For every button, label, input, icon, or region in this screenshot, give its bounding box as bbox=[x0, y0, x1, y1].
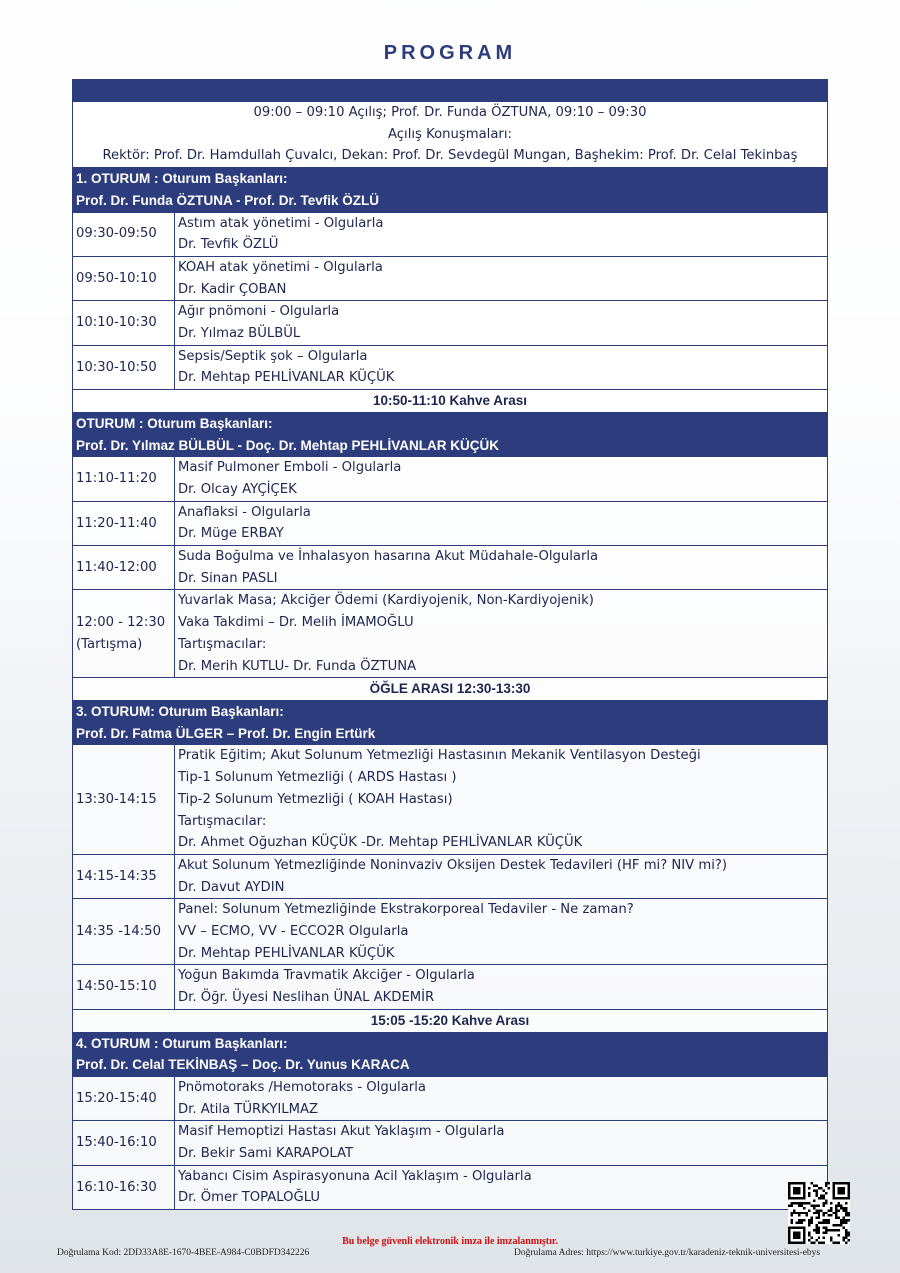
table-row bbox=[73, 501, 828, 545]
page-title: PROGRAM bbox=[383, 42, 517, 64]
content-cell bbox=[175, 965, 828, 1009]
table-row bbox=[73, 854, 828, 898]
content-line: Pnömotoraks /Hemotoraks - Olgularla bbox=[178, 1079, 426, 1095]
session-header-line: 3. OTURUM: Oturum Başkanları: bbox=[76, 703, 284, 719]
session-header-row bbox=[73, 412, 828, 456]
session-header-line: Prof. Dr. Celal TEKİNBAŞ – Doç. Dr. Yunus KARACA bbox=[76, 1057, 410, 1073]
content-line: Dr. Kadir ÇOBAN bbox=[178, 281, 287, 297]
time-cell bbox=[73, 899, 175, 965]
table-row bbox=[73, 457, 828, 501]
content-line: Suda Boğulma ve İnhalasyon hasarına Akut Müdahale-Olgularla bbox=[178, 549, 599, 565]
content-cell bbox=[175, 1165, 828, 1209]
time-cell bbox=[73, 256, 175, 300]
content-line: Dr. Ahmet Oğuzhan KÜÇÜK -Dr. Mehtap PEHLİVANLAR KÜÇÜK bbox=[178, 835, 583, 851]
content-line: Dr. Müge ERBAY bbox=[178, 526, 284, 542]
content-cell bbox=[175, 501, 828, 545]
session-header-line: 4. OTURUM : Oturum Başkanları: bbox=[76, 1035, 288, 1051]
table-row bbox=[73, 1121, 828, 1165]
content-line: Dr. Sinan PASLI bbox=[178, 570, 278, 586]
content-line: Tartışmacılar: bbox=[178, 813, 267, 829]
time-line: 15:40-16:10 bbox=[76, 1135, 157, 1151]
content-line: Yoğun Bakımda Travmatik Akciğer - Olgularla bbox=[178, 968, 475, 984]
session-header-row bbox=[73, 1032, 828, 1076]
time-cell bbox=[73, 345, 175, 389]
content-cell bbox=[175, 590, 828, 678]
time-line: 11:20-11:40 bbox=[76, 515, 157, 531]
time-cell bbox=[73, 1121, 175, 1165]
content-line: Masif Hemoptizi Hastası Akut Yaklaşım - Olgularla bbox=[178, 1124, 505, 1140]
header-bar bbox=[73, 80, 828, 102]
content-line: Tartışmacılar: bbox=[178, 636, 267, 652]
time-line: 14:35 -14:50 bbox=[76, 924, 161, 940]
content-cell bbox=[175, 1121, 828, 1165]
time-cell bbox=[73, 965, 175, 1009]
content-line: VV – ECMO, VV - ECCO2R Olgularla bbox=[178, 924, 409, 940]
time-line: 14:50-15:10 bbox=[76, 979, 157, 995]
verification-address: Doğrulama Adres: https://www.turkiye.gov.tr/karadeniz-teknik-universitesi-ebys bbox=[514, 1248, 821, 1258]
time-cell bbox=[73, 457, 175, 501]
time-cell bbox=[73, 745, 175, 855]
content-cell bbox=[175, 1076, 828, 1120]
time-cell bbox=[73, 212, 175, 256]
session-header-row bbox=[73, 168, 828, 212]
time-line: 16:10-16:30 bbox=[76, 1179, 157, 1195]
opening-line: Rektör: Prof. Dr. Hamdullah Çuvalcı, Dekan: Prof. Dr. Sevdegül Mungan, Başhekim: Prof. Dr. Celal Tekinbaş bbox=[102, 148, 798, 164]
content-line: Akut Solunum Yetmezliğinde Noninvaziv Oksijen Destek Tedavileri (HF mi? NIV mi?) bbox=[178, 857, 728, 873]
time-line: 09:30-09:50 bbox=[76, 226, 157, 242]
opening-line: 09:00 – 09:10 Açılış; Prof. Dr. Funda ÖZTUNA, 09:10 – 09:30 bbox=[253, 105, 647, 120]
table-row bbox=[73, 256, 828, 300]
time-line: 12:00 - 12:30 bbox=[76, 615, 166, 631]
time-cell bbox=[73, 501, 175, 545]
session-header-line: 1. OTURUM : Oturum Başkanları: bbox=[76, 171, 288, 187]
opening-row bbox=[73, 102, 828, 168]
break-row bbox=[73, 678, 828, 701]
time-cell bbox=[73, 1076, 175, 1120]
session-header-line: OTURUM : Oturum Başkanları: bbox=[76, 415, 273, 431]
session-header bbox=[73, 168, 828, 212]
time-cell bbox=[73, 301, 175, 345]
content-line: Tip-1 Solunum Yetmezliği ( ARDS Hastası ) bbox=[178, 770, 457, 786]
table-row bbox=[73, 212, 828, 256]
table-row bbox=[73, 546, 828, 590]
verification-code: Doğrulama Kod: 2DD33A8E-1670-4BEE-A984-C0BDFD342226 bbox=[57, 1248, 310, 1258]
content-line: Dr. Davut AYDIN bbox=[178, 879, 285, 895]
content-cell bbox=[175, 745, 828, 855]
content-cell bbox=[175, 457, 828, 501]
time-line: 09:50-10:10 bbox=[76, 270, 157, 286]
content-line: Tip-2 Solunum Yetmezliği ( KOAH Hastası) bbox=[178, 791, 453, 807]
content-cell bbox=[175, 546, 828, 590]
content-line: Dr. Olcay AYÇİÇEK bbox=[178, 481, 297, 497]
content-line: KOAH atak yönetimi - Olgularla bbox=[178, 259, 383, 275]
table-row bbox=[73, 301, 828, 345]
content-line: Dr. Ömer TOPALOĞLU bbox=[178, 1190, 321, 1206]
table-row bbox=[73, 1076, 828, 1120]
content-line: Yuvarlak Masa; Akciğer Ödemi (Kardiyojenik, Non-Kardiyojenik) bbox=[178, 593, 594, 609]
table-row bbox=[73, 899, 828, 965]
table-row bbox=[73, 965, 828, 1009]
table-row bbox=[73, 1165, 828, 1209]
break-row bbox=[73, 390, 828, 413]
content-line: Dr. Atila TÜRKYILMAZ bbox=[178, 1101, 319, 1117]
time-line: (Tartışma) bbox=[76, 636, 143, 652]
session-header-row bbox=[73, 700, 828, 744]
time-line: 11:40-12:00 bbox=[76, 559, 157, 575]
time-cell bbox=[73, 1165, 175, 1209]
break-label: ÖĞLE ARASI 12:30-13:30 bbox=[73, 678, 828, 701]
content-line: Astım atak yönetimi - Olgularla bbox=[178, 215, 384, 231]
time-cell bbox=[73, 590, 175, 678]
content-line: Pratik Eğitim; Akut Solunum Yetmezliği Hastasının Mekanik Ventilasyon Desteği bbox=[178, 748, 701, 764]
content-cell bbox=[175, 256, 828, 300]
content-cell bbox=[175, 212, 828, 256]
content-line: Sepsis/Septik şok – Olgularla bbox=[178, 348, 368, 364]
session-header bbox=[73, 412, 828, 456]
opening-cell bbox=[73, 102, 828, 168]
header-bar-row bbox=[73, 80, 828, 102]
content-line: Dr. Öğr. Üyesi Neslihan ÜNAL AKDEMİR bbox=[178, 990, 435, 1006]
time-line: 14:15-14:35 bbox=[76, 868, 157, 884]
content-cell bbox=[175, 854, 828, 898]
time-cell bbox=[73, 854, 175, 898]
content-cell bbox=[175, 301, 828, 345]
content-line: Anaflaksi - Olgularla bbox=[178, 504, 311, 520]
content-line: Yabancı Cisim Aspirasyonuna Acil Yaklaşım - Olgularla bbox=[178, 1168, 532, 1184]
qr-code-icon bbox=[788, 1182, 850, 1244]
table-row bbox=[73, 745, 828, 855]
content-line: Dr. Mehtap PEHLİVANLAR KÜÇÜK bbox=[178, 945, 395, 961]
time-line: 15:20-15:40 bbox=[76, 1090, 157, 1106]
content-line: Vaka Takdimi – Dr. Melih İMAMOĞLU bbox=[178, 615, 414, 631]
break-label: 10:50-11:10 Kahve Arası bbox=[73, 390, 828, 413]
break-label: 15:05 -15:20 Kahve Arası bbox=[73, 1009, 828, 1032]
session-header-line: Prof. Dr. Fatma ÜLGER – Prof. Dr. Engin Ertürk bbox=[76, 725, 376, 741]
time-cell bbox=[73, 546, 175, 590]
content-line: Dr. Merih KUTLU- Dr. Funda ÖZTUNA bbox=[178, 658, 417, 674]
content-line: Ağır pnömoni - Olgularla bbox=[178, 304, 340, 320]
session-header-line: Prof. Dr. Yılmaz BÜLBÜL - Doç. Dr. Mehtap PEHLİVANLAR KÜÇÜK bbox=[76, 437, 500, 453]
program-table bbox=[72, 79, 828, 1210]
content-line: Dr. Mehtap PEHLİVANLAR KÜÇÜK bbox=[178, 370, 395, 386]
time-line: 11:10-11:20 bbox=[76, 471, 157, 487]
session-header bbox=[73, 1032, 828, 1076]
opening-line: Açılış Konuşmaları: bbox=[388, 126, 512, 142]
content-cell bbox=[175, 899, 828, 965]
signature-note: Bu belge güvenli elektronik imza ile imzalanmıştır. bbox=[342, 1236, 558, 1247]
time-line: 13:30-14:15 bbox=[76, 791, 157, 807]
table-row bbox=[73, 590, 828, 678]
content-line: Dr. Yılmaz BÜLBÜL bbox=[178, 326, 301, 342]
session-header-line: Prof. Dr. Funda ÖZTUNA - Prof. Dr. Tevfik ÖZLÜ bbox=[76, 192, 380, 208]
session-header bbox=[73, 700, 828, 744]
content-line: Dr. Bekir Sami KARAPOLAT bbox=[178, 1146, 354, 1162]
table-row bbox=[73, 345, 828, 389]
time-line: 10:10-10:30 bbox=[76, 315, 157, 331]
content-line: Masif Pulmoner Emboli - Olgularla bbox=[178, 460, 402, 476]
content-cell bbox=[175, 345, 828, 389]
content-line: Panel: Solunum Yetmezliğinde Ekstrakorporeal Tedaviler - Ne zaman? bbox=[178, 902, 634, 918]
break-row bbox=[73, 1009, 828, 1032]
time-line: 10:30-10:50 bbox=[76, 359, 157, 375]
content-line: Dr. Tevfik ÖZLÜ bbox=[178, 237, 279, 253]
